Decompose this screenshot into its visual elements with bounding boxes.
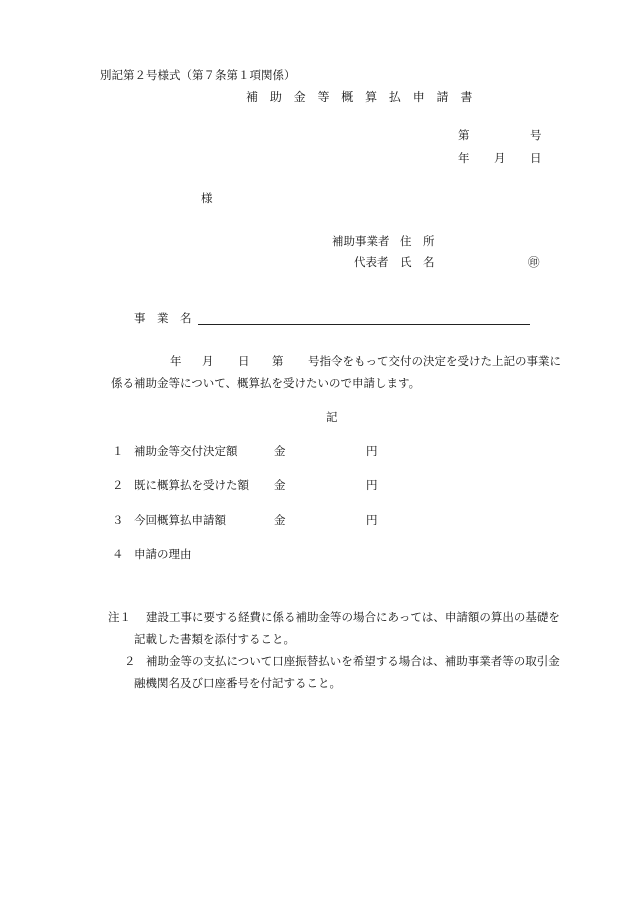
applicant-name-label: 氏 名 <box>400 255 435 269</box>
item-1-kin: 金 <box>274 444 286 458</box>
item-3-number: ３ <box>112 513 124 527</box>
addressee-sama: 様 <box>201 191 213 205</box>
seal-mark: ㊞ <box>528 255 540 269</box>
note-1-line2: 記載した書類を添付すること。 <box>134 632 295 646</box>
date-day: 日 <box>530 151 542 165</box>
item-4-number: ４ <box>112 547 124 561</box>
applicant-rep-label: 代表者 <box>354 255 389 269</box>
note-1-line1: 建設工事に要する経費に係る補助金等の場合にあっては、申請額の算出の基礎を <box>146 610 560 624</box>
item-1-label: 補助金等交付決定額 <box>134 444 238 458</box>
item-1-number: １ <box>112 444 124 458</box>
body-day: 日 <box>238 354 250 368</box>
body-dai: 第 <box>272 354 284 368</box>
form-reference: 別記第２号様式（第７条第１項関係） <box>100 68 296 82</box>
body-line1-rest: 号指令をもって交付の決定を受けた上記の事業に <box>308 354 561 368</box>
ki-heading: 記 <box>326 410 338 424</box>
date-month: 月 <box>494 151 506 165</box>
item-1-en: 円 <box>366 444 378 458</box>
item-3-label: 今回概算払申請額 <box>134 513 226 527</box>
item-4-label: 申請の理由 <box>134 547 192 561</box>
document-title: 補 助 金 等 概 算 払 申 請 書 <box>246 90 477 104</box>
applicant-address-label: 住 所 <box>400 234 435 248</box>
applicant-business-label: 補助事業者 <box>332 234 390 248</box>
note-2-prefix: ２ <box>124 654 136 668</box>
note-2-line1: 補助金等の支払について口座振替払いを希望する場合は、補助事業者等の取引金 <box>146 654 560 668</box>
item-2-label: 既に概算払を受けた額 <box>134 478 249 492</box>
item-2-kin: 金 <box>274 478 286 492</box>
date-year: 年 <box>458 151 470 165</box>
number-dai: 第 <box>458 128 470 142</box>
item-3-en: 円 <box>366 513 378 527</box>
number-gou: 号 <box>530 128 542 142</box>
item-3-kin: 金 <box>274 513 286 527</box>
item-2-number: ２ <box>112 478 124 492</box>
body-year: 年 <box>170 354 182 368</box>
body-line2: 係る補助金等について、概算払を受けたいので申請します。 <box>111 376 421 390</box>
body-month: 月 <box>202 354 214 368</box>
project-name-underline <box>198 324 530 325</box>
note-2-line2: 融機関名及び口座番号を付記すること。 <box>134 676 341 690</box>
note-1-prefix: 注１ <box>108 610 131 624</box>
item-2-en: 円 <box>366 478 378 492</box>
project-name-label: 事 業 名 <box>134 311 192 325</box>
